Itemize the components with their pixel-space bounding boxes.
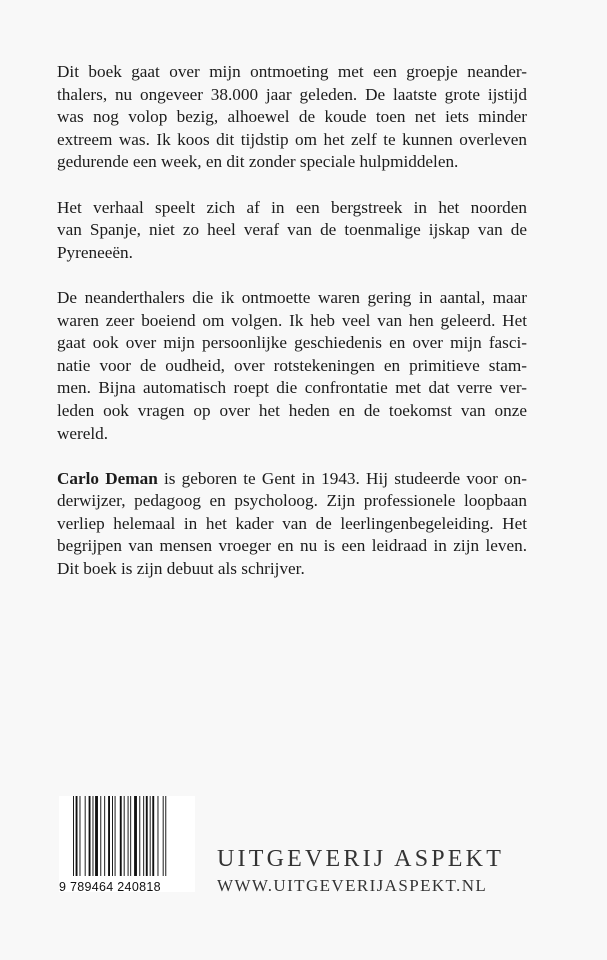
- text-line: De neanderthalers die ik ontmoette waren gering in aantal, maar: [57, 287, 527, 307]
- text-line: was nog volop bezig, alhoewel de koude toen net iets minder: [57, 107, 527, 127]
- text-line: gedurende een week, en dit zonder speciale hulpmiddelen.: [57, 152, 459, 172]
- text-line: derwijzer, pedagoog en psycholoog. Zijn professionele loopbaan: [57, 491, 527, 511]
- text-line: extreem was. Ik koos dit tijdstip om het zelf te kunnen overleven: [57, 129, 527, 149]
- text-line: natie voor de oudheid, over rotstekeningen en primitieve stam-: [57, 355, 527, 375]
- text-line: van Spanje, niet zo heel veraf van de toenmalige ijskap van de: [57, 220, 527, 240]
- text-line: gaat ook over mijn persoonlijke geschiedenis en over mijn fasci-: [57, 333, 527, 353]
- publisher-url: WWW.UITGEVERIJASPEKT.NL: [217, 876, 488, 895]
- barcode-bar: [89, 796, 91, 876]
- author-bio: [57, 468, 527, 581]
- barcode-bar: [152, 796, 154, 876]
- barcode-bar: [100, 796, 101, 876]
- barcode-bars: [73, 796, 193, 876]
- barcode-bar: [130, 796, 131, 876]
- barcode-bar: [163, 796, 164, 876]
- barcode-bar: [150, 796, 151, 876]
- text-line: Dit boek is zijn debuut als schrijver.: [57, 559, 305, 579]
- barcode-bar: [80, 796, 81, 876]
- publisher-name: UITGEVERIJ ASPEKT: [217, 846, 505, 872]
- barcode-bar: [93, 796, 94, 876]
- text-line: leden ook vragen op over het heden en de toekomst van onze: [57, 400, 527, 420]
- text-line: wereld.: [57, 423, 109, 443]
- barcode-bar: [165, 796, 166, 876]
- isbn-barcode: [59, 796, 195, 892]
- text-line: verliep helemaal in het kader van de leerlingenbegeleiding. Het: [57, 513, 527, 533]
- paragraph: [57, 61, 527, 174]
- back-cover-text: [57, 61, 527, 603]
- barcode-bar: [115, 796, 116, 876]
- text-line: begrijpen van mensen vroeger en nu is een leidraad in zijn leven.: [57, 536, 527, 556]
- barcode-bar: [108, 796, 110, 876]
- paragraph: [57, 197, 527, 265]
- barcode-bar: [139, 796, 140, 876]
- text-line: men. Bijna automatisch roept die confrontatie met dat verre ver-: [57, 378, 527, 398]
- text-line: Pyreneeën.: [57, 242, 133, 262]
- isbn-number: 9 789464 240818: [59, 880, 161, 894]
- barcode-bar: [146, 796, 148, 876]
- barcode-bar: [143, 796, 144, 876]
- text-line: Dit boek gaat over mijn ontmoeting met een groepje neander-: [57, 62, 527, 81]
- bio-text: is geboren te Gent in 1943. Hij studeerde voor on-: [157, 468, 527, 488]
- author-name: Carlo Deman: [57, 468, 158, 488]
- barcode-bar: [73, 796, 74, 876]
- barcode-bar: [158, 796, 159, 876]
- text-line: [57, 468, 527, 491]
- text-line: waren zeer boeiend om volgen. Ik heb veel van hen geleerd. Het: [57, 310, 527, 330]
- barcode-bar: [120, 796, 122, 876]
- text-line: thalers, nu ongeveer 38.000 jaar geleden. De laatste grote ijstijd: [57, 84, 527, 104]
- barcode-bar: [104, 796, 105, 876]
- paragraph: [57, 287, 527, 445]
- text-line: Het verhaal speelt zich af in een bergstreek in het noorden: [57, 197, 527, 217]
- barcode-bar: [134, 796, 137, 876]
- barcode-bar: [76, 796, 78, 876]
- barcode-bar: [124, 796, 125, 876]
- barcode-bar: [128, 796, 129, 876]
- barcode-bar: [112, 796, 113, 876]
- barcode-bar: [85, 796, 86, 876]
- barcode-bar: [95, 796, 98, 876]
